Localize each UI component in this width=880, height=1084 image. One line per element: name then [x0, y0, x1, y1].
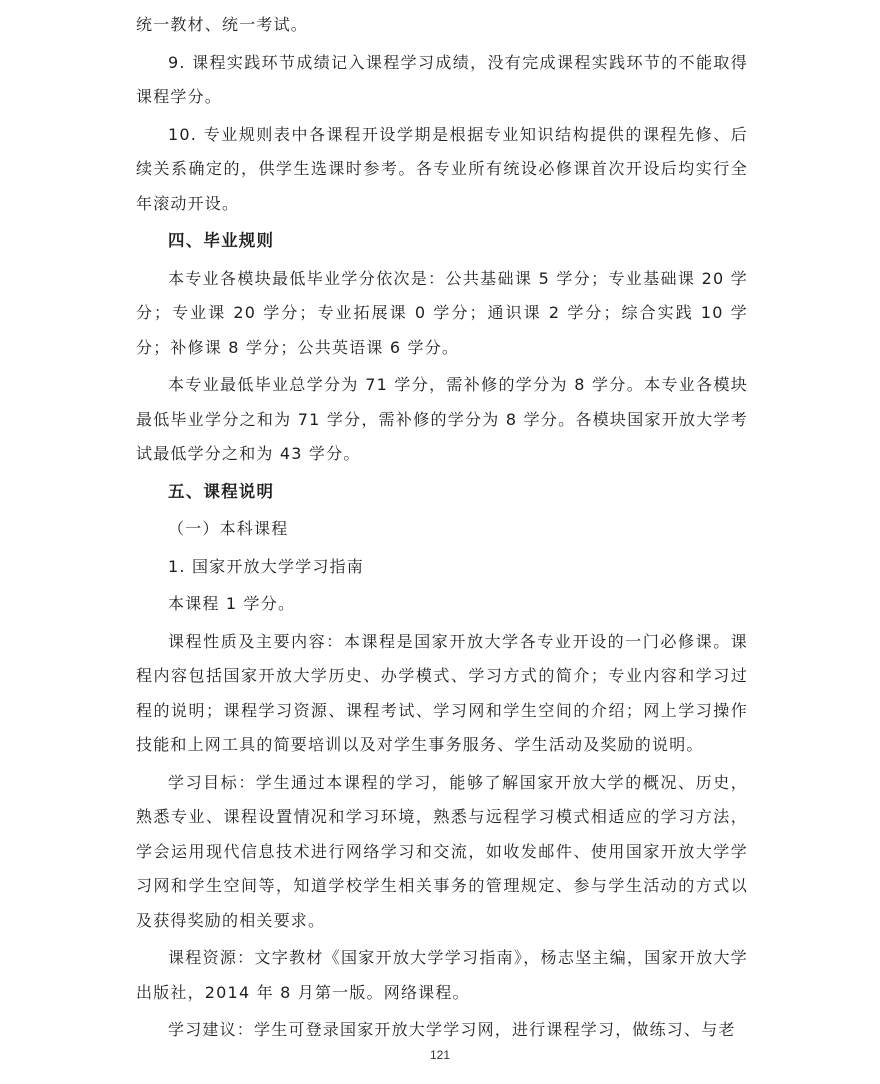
subheading-course-1: 1. 国家开放大学学习指南	[168, 556, 364, 576]
paragraph-continuation: 统一教材、统一考试。	[136, 15, 309, 34]
paragraph-course-resources: 课程资源：文字教材《国家开放大学学习指南》，杨志坚主编，国家开放大学出版社，2014 年 8 月第一版。网络课程。	[136, 948, 748, 1002]
paragraph-rule-9: 9. 课程实践环节成绩记入课程学习成绩，没有完成课程实践环节的不能取得课程学分。	[136, 52, 748, 106]
page-number: 121	[429, 1048, 451, 1062]
paragraph-learning-advice: 学习建议：学生可登录国家开放大学学习网，进行课程学习，做练习、与老	[168, 1020, 736, 1039]
heading-course-description: 五、课程说明	[168, 481, 275, 501]
paragraph-course-credits: 本课程 1 学分。	[168, 594, 296, 613]
heading-graduation-rules: 四、毕业规则	[168, 231, 275, 250]
document-page	[136, 8, 748, 1051]
paragraph-module-credits: 本专业各模块最低毕业学分依次是：公共基础课 5 学分；专业基础课 20 学分；专业课 20 学分；专业拓展课 0 学分；通识课 2 学分；综合实践 10 学分；补修课 8 学分；公共英语课 6 学分。	[136, 268, 748, 357]
paragraph-rule-10: 10. 专业规则表中各课程开设学期是根据专业知识结构提供的课程先修、后续关系确定的，供学生选课时参考。各专业所有统设必修课首次开设后均实行全年滚动开设。	[136, 124, 748, 213]
paragraph-learning-goals: 学习目标：学生通过本课程的学习，能够了解国家开放大学的概况、历史，熟悉专业、课程设置情况和学习环境，熟悉与远程学习模式相适应的学习方法，学会运用现代信息技术进行网络学习和交流，如收发邮件、使用国家开放大学学习网和学生空间等，知道学校学生相关事务的管理规定、参与学生活动的方式以及获得奖励的相关要求。	[136, 772, 748, 930]
subheading-undergraduate-courses: （一）本科课程	[168, 519, 289, 538]
paragraph-total-credits: 本专业最低毕业总学分为 71 学分，需补修的学分为 8 学分。本专业各模块最低毕业学分之和为 71 学分，需补修的学分为 8 学分。各模块国家开放大学考试最低学分之和为 43 学分。	[136, 375, 748, 463]
paragraph-course-nature: 课程性质及主要内容：本课程是国家开放大学各专业开设的一门必修课。课程内容包括国家开放大学历史、办学模式、学习方式的简介；专业内容和学习过程的说明；课程学习资源、课程考试、学习网和学生空间的介绍；网上学习操作技能和上网工具的简要培训以及对学生事务服务、学生活动及奖励的说明。	[136, 631, 748, 754]
